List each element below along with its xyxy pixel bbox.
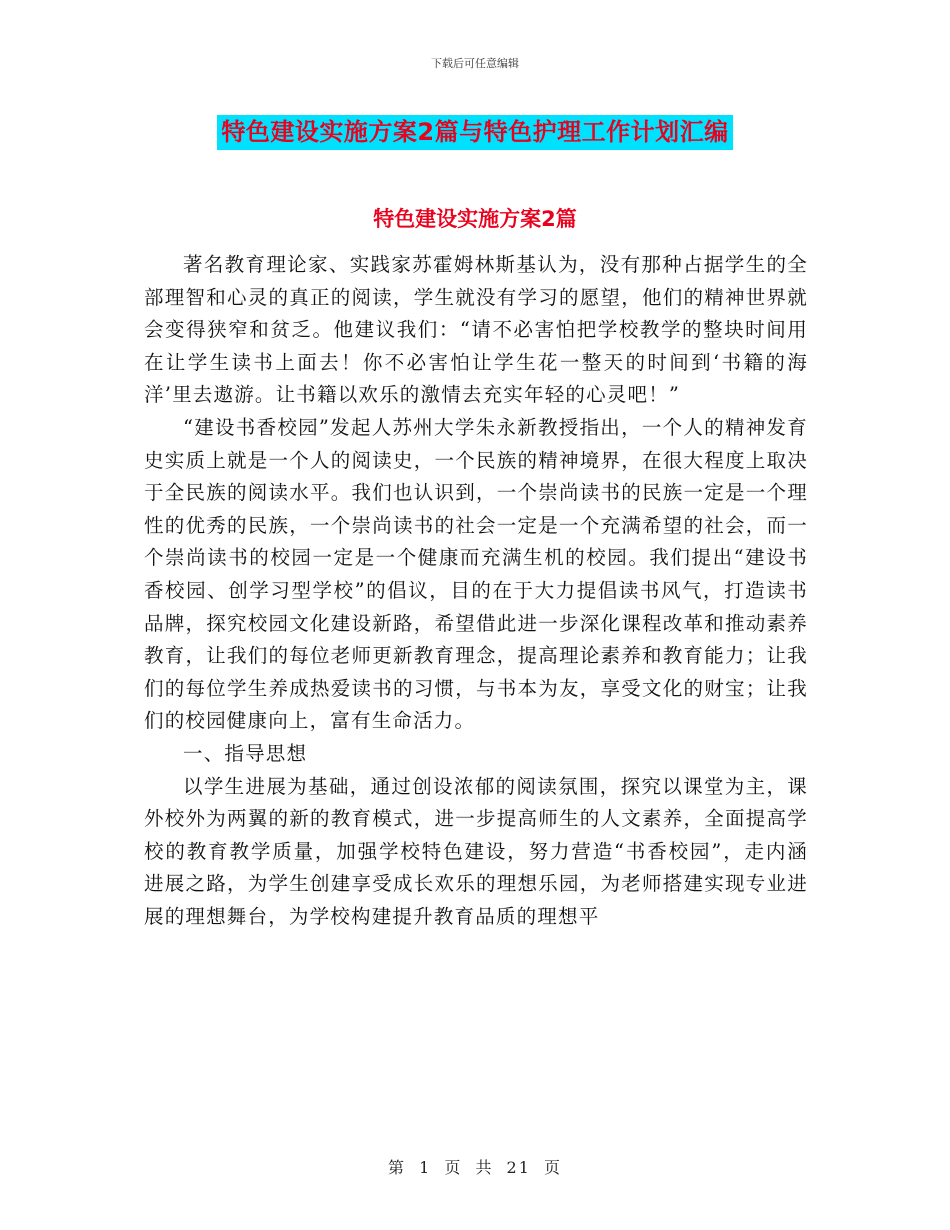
page-footer: 第 1 页 共 21 页 xyxy=(388,1158,562,1177)
header-note: 下载后可任意编辑 xyxy=(431,57,519,70)
paragraph-2: “建设书香校园”发起人苏州大学朱永新教授指出，一个人的精神发育史实质上就是一个人的阅读史，一个民族的精神境界，在很大程度上取决于全民族的阅读水平。我们也认识到，一个崇尚读书的民族一定是一个理性的优秀的民族，一个崇尚读书的社会一定是一个充满希望的社会，而一个崇尚读书的校园一定是一个健康而充满生机的校园。我们提出“建设书香校园、创学习型学校”的倡议，目的在于大力提倡读书风气，打造读书品牌，探究校园文化建设新路，希望借此进一步深化课程改革和推动素养教育，让我们的每位老师更新教育理念，提高理论素养和教育能力；让我们的每位学生养成热爱读书的习惯，与书本为友，享受文化的财宝；让我们的校园健康向上，富有生命活力。 xyxy=(144,415,808,733)
paragraph-1: 著名教育理论家、实践家苏霍姆林斯基认为，没有那种占据学生的全部理智和心灵的真正的阅读，学生就没有学习的愿望，他们的精神世界就会变得狭窄和贫乏。他建议我们：“请不必害怕把学校教学的整块时间用在让学生读书上面去！你不必害怕让学生花一整天的时间到‘书籍的海洋’里去遨游。让书籍以欢乐的激情去充实年轻的心灵吧！” xyxy=(144,253,808,407)
heading-guiding-ideology: 一、指导思想 xyxy=(183,741,308,765)
document-title xyxy=(0,112,950,147)
document-title-text: 特色建设实施方案2篇与特色护理工作计划汇编 xyxy=(217,115,732,150)
paragraph-3: 以学生进展为基础，通过创设浓郁的阅读氛围，探究以课堂为主，课外校外为两翼的新的教育模式，进一步提高师生的人文素养，全面提高学校的教育教学质量，加强学校特色建设，努力营造“书香校园”，走内涵进展之路，为学生创建享受成长欢乐的理想乐园，为老师搭建实现专业进展的理想舞台，为学校构建提升教育品质的理想平 xyxy=(144,774,808,928)
section-title: 特色建设实施方案2篇 xyxy=(373,207,577,231)
document-body xyxy=(144,249,808,933)
